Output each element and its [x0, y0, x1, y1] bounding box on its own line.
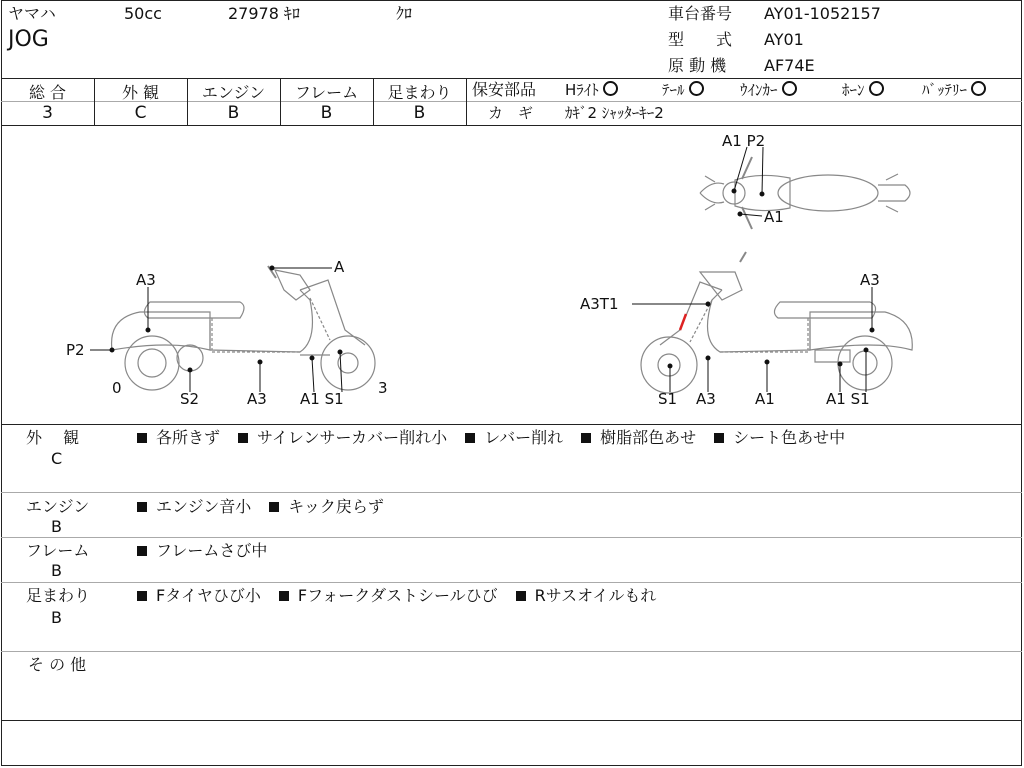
frame-no-label: 車台番号 [668, 4, 733, 23]
section-grade-engine: B [51, 517, 62, 536]
label-left-s2: S2 [180, 390, 200, 408]
grade-header-engine: エンジン [201, 83, 266, 102]
label-right-a1: A1 [755, 390, 775, 408]
section-title-engine: エンジン [26, 497, 90, 516]
ok-circle-icon [782, 81, 797, 96]
label-top-a1p2: A1 P2 [722, 132, 766, 150]
grade-header-exterior: 外 観 [121, 83, 160, 102]
ok-circle-icon [971, 81, 986, 96]
bullet-square-icon [137, 546, 147, 556]
section-grade-frame: B [51, 561, 62, 580]
safety-item-tail: ﾃｰﾙ [662, 81, 704, 99]
label-left-a3b: A3 [247, 390, 267, 408]
section-grade-suspension: B [51, 608, 62, 627]
section-grade-exterior: C [51, 449, 63, 468]
displacement: 50cc [124, 4, 162, 23]
label-right-a3t1: A3T1 [580, 295, 619, 313]
section-rule [1, 492, 1022, 493]
maker: ヤマハ [8, 4, 56, 23]
bullet-square-icon [137, 433, 147, 443]
safety-item-winker: ｳｲﾝｶｰ [740, 81, 797, 99]
label-left-p2: P2 [66, 341, 85, 359]
label-right-s1: S1 [658, 390, 678, 408]
bullet-square-icon [714, 433, 724, 443]
section-rule [1, 651, 1022, 652]
section-title-exterior: 外 観 [26, 428, 80, 447]
label-left-a: A [334, 258, 345, 276]
model-name: JOG [8, 27, 49, 52]
bullet-square-icon [581, 433, 591, 443]
section-title-frame: フレーム [26, 541, 90, 560]
bullet-square-icon [279, 591, 289, 601]
bullet-square-icon [137, 591, 147, 601]
grade-header-frame: フレーム [294, 83, 359, 102]
bullet-square-icon [465, 433, 475, 443]
safety-item-horn: ﾎｰﾝ [842, 81, 884, 99]
bullet-square-icon [516, 591, 526, 601]
grade-divider [466, 78, 467, 125]
type-value: AY01 [764, 30, 804, 49]
engine-value: AF74E [764, 56, 815, 75]
label-right-a3: A3 [860, 271, 880, 289]
type-label: 型 式 [668, 30, 733, 49]
label-right-a3b: A3 [696, 390, 716, 408]
label-left-3: 3 [378, 379, 388, 397]
section-items-exterior: 各所きず サイレンサーカバー削れ小 レバー削れ 樹脂部色あせ シート色あせ中 [137, 429, 863, 447]
section-rule [1, 720, 1022, 721]
grade-header-overall: 総 合 [28, 83, 67, 102]
scooter-top-view [700, 157, 910, 229]
safety-mid-rule [466, 101, 1022, 102]
section-items-frame: フレームさび中 [137, 542, 285, 560]
ok-circle-icon [689, 81, 704, 96]
color: ｸﾛ [396, 4, 413, 23]
label-left-a1s1: A1 S1 [300, 390, 344, 408]
grade-top-rule [1, 78, 1022, 79]
grade-exterior: C [134, 103, 147, 123]
grade-overall: 3 [42, 103, 53, 123]
safety-label: 保安部品 [472, 80, 537, 99]
key-label: カ ギ [488, 104, 534, 122]
engine-label: 原 動 機 [668, 56, 727, 75]
grade-engine: B [227, 103, 240, 123]
grade-frame: B [320, 103, 333, 123]
safety-item-headlight: Hﾗｲﾄ [565, 81, 618, 99]
safety-item-battery: ﾊﾞｯﾃﾘｰ [922, 81, 986, 99]
section-items-engine: エンジン音小 キック戻らず [137, 498, 402, 516]
grade-header-suspension: 足まわり [387, 83, 452, 102]
bullet-square-icon [269, 502, 279, 512]
grade-suspension: B [413, 103, 426, 123]
section-rule [1, 582, 1022, 583]
section-rule [1, 537, 1022, 538]
label-left-a3: A3 [136, 271, 156, 289]
label-top-a1: A1 [764, 208, 784, 226]
section-title-suspension: 足まわり [26, 586, 91, 605]
label-right-a1s1: A1 S1 [826, 390, 870, 408]
scooter-diagram [0, 126, 1022, 424]
ok-circle-icon [603, 81, 618, 96]
ok-circle-icon [869, 81, 884, 96]
bullet-square-icon [137, 502, 147, 512]
label-left-0: 0 [112, 379, 122, 397]
diagram-bottom-rule [1, 424, 1022, 425]
mileage: 27978 ｷﾛ [228, 4, 300, 23]
bullet-square-icon [238, 433, 248, 443]
frame-no: AY01-1052157 [764, 4, 881, 23]
section-title-other: そ の 他 [28, 655, 87, 674]
damage-mark-red [680, 314, 686, 330]
section-items-suspension: Fタイヤひび小 Fフォークダストシールひび Rサスオイルもれ [137, 587, 674, 605]
key-value: ｶｷﾞ2 ｼｬｯﾀｰｷｰ2 [565, 104, 664, 122]
